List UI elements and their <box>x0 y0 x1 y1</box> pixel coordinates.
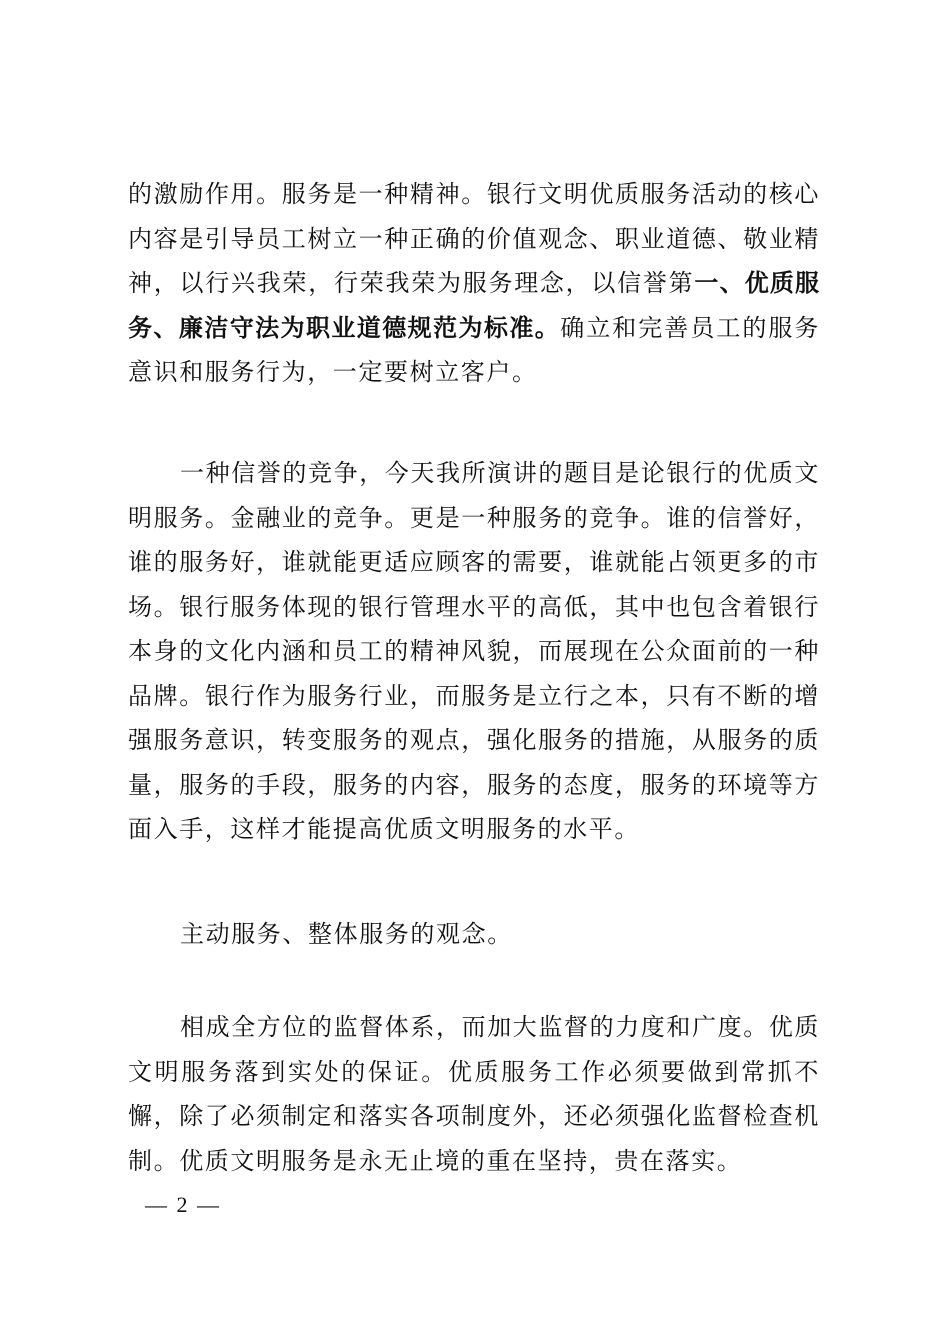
paragraph-1-tail: 确立和完善员工的服务意识和服务行为，一定要树立客户。 <box>128 313 821 386</box>
paragraph-1 <box>128 172 820 395</box>
paragraph-3: 主动服务、整体服务的观念。 <box>180 920 513 948</box>
paragraph-4: 相成全方位的监督体系，而加大监督的力度和广度。优质文明服务落到实处的保证。优质服务工作必须要做到常抓不懈，除了必须制定和落实各项制度外，还必须强化监督检查机制。优质文明服务是永无止境的重在坚持，贵在落实。 <box>128 1013 820 1175</box>
page-number: — 2 — <box>145 1192 221 1217</box>
paragraph-2: 一种信誉的竞争，今天我所演讲的题目是论银行的优质文明服务。金融业的竞争。更是一种服务的竞争。谁的信誉好，谁的服务好，谁就能更适应顾客的需要，谁就能占领更多的市场。银行服务体现的银行管理水平的高低，其中也包含着银行本身的文化内涵和员工的精神风貌，而展现在公众面前的一种品牌。银行作为服务行业，而服务是立行之本，只有不断的增强服务意识，转变服务的观点，强化服务的措施，从服务的质量，服务的手段，服务的内容，服务的态度，服务的环境等方面入手，这样才能提高优质文明服务的水平。 <box>128 459 820 843</box>
paragraph-1-bold-phrase: 一、优质服务、廉洁守法为职业道德规范为标准。 <box>128 269 821 342</box>
paragraph-1-lead: 的激励作用。服务是一种精神。银行文明优质服务活动的核心内容是引导员工树立一种正确的价值观念、职业道德、敬业精神，以行兴我荣，行荣我荣为服务理念，以信誉第 <box>128 180 820 297</box>
